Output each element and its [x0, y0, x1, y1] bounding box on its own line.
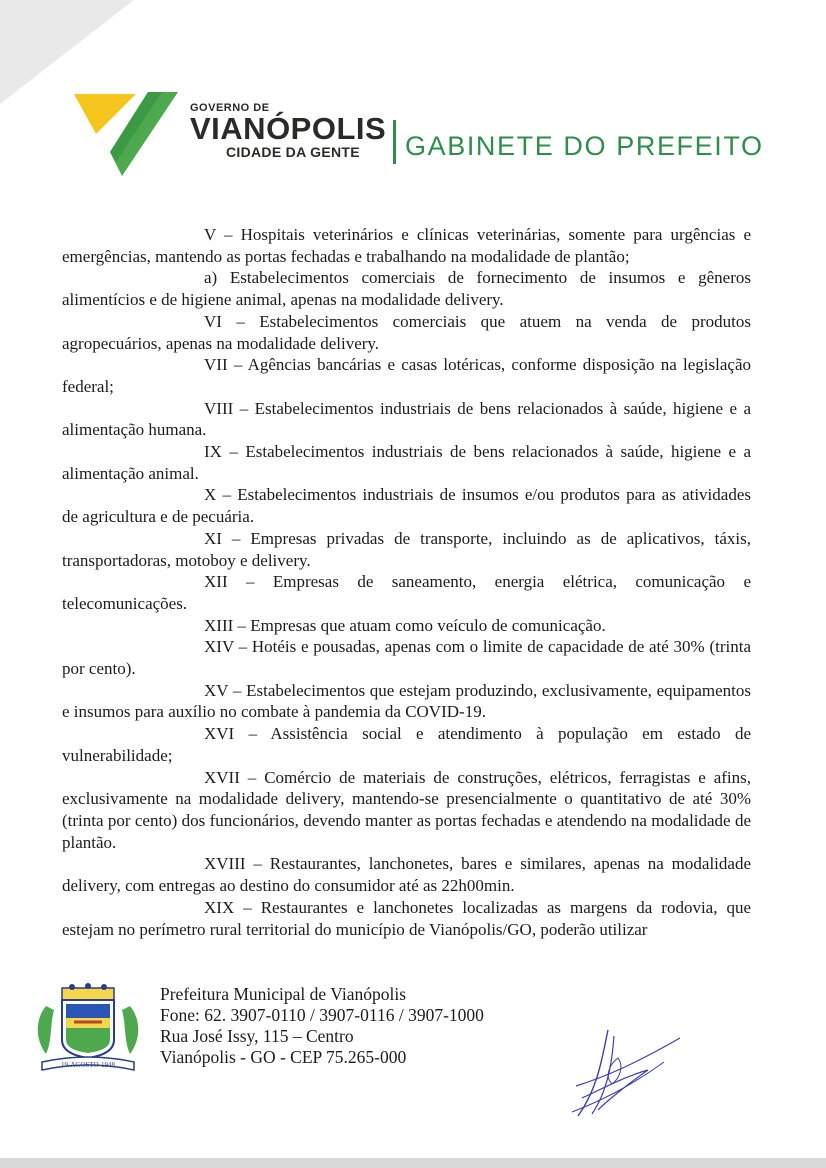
paragraph-item-xviii: XVIII – Restaurantes, lanchonetes, bares e similares, apenas na modalidade delivery, com entregas ao destino do consumidor até as 22h00min.	[62, 854, 751, 896]
header-divider	[393, 120, 396, 164]
office-title: GABINETE DO PREFEITO	[405, 131, 764, 161]
signature-icon	[568, 1018, 688, 1122]
paragraph-item-xiv: XIV – Hotéis e pousadas, apenas com o limite de capacidade de até 30% (trinta por cento).	[62, 637, 751, 679]
paragraph-item-xiii: XIII – Empresas que atuam como veículo de comunicação.	[204, 615, 606, 635]
vianopolis-logo-icon	[72, 88, 192, 178]
paragraph-item-vi: VI – Estabelecimentos comerciais que atuem na venda de produtos agropecuários, apenas na modalidade delivery.	[62, 311, 751, 353]
municipal-coat-of-arms-icon	[32, 982, 144, 1072]
document-body	[62, 224, 751, 940]
paragraph-item-xvi: XVI – Assistência social e atendimento à população em estado de vulnerabilidade;	[62, 724, 751, 765]
coat-banner-text: 19-AGOSTO-1948	[61, 1061, 115, 1069]
paragraph-item-xi: XI – Empresas privadas de transporte, incluindo as de aplicativos, táxis, transportadoras, motoboy e delivery.	[62, 528, 751, 570]
brand-tagline: CIDADE DA GENTE	[226, 144, 360, 160]
footer-city-cep: Vianópolis - GO - CEP 75.265-000	[160, 1047, 407, 1067]
footer-street: Rua José Issy, 115 – Centro	[160, 1026, 354, 1046]
footer-phone: Fone: 62. 3907-0110 / 3907-0116 / 3907-1000	[160, 1005, 484, 1025]
paragraph-item-vii: VII – Agências bancárias e casas lotéricas, conforme disposição na legislação federal;	[62, 355, 751, 396]
paragraph-item-v: V – Hospitais veterinários e clínicas veterinárias, somente para urgências e emergências, mantendo as portas fechadas e trabalhando na modalidade de plantão;	[62, 225, 751, 266]
paragraph-item-xv: XV – Estabelecimentos que estejam produzindo, exclusivamente, equipamentos e insumos para auxílio no combate à pandemia da COVID-19.	[62, 680, 751, 722]
footer-address	[160, 984, 484, 1068]
paragraph-item-xii: XII – Empresas de saneamento, energia elétrica, comunicação e telecomunicações.	[62, 572, 751, 613]
brand-city-name: VIANÓPOLIS	[190, 111, 387, 146]
paragraph-item-viii: VIII – Estabelecimentos industriais de bens relacionados à saúde, higiene e a alimentação humana.	[62, 398, 751, 440]
brand-gov-label: GOVERNO DE	[190, 102, 270, 114]
paragraph-item-xix: XIX – Restaurantes e lanchonetes localizadas as margens da rodovia, que estejam no perímetro rural territorial do município de Vianópolis/GO, poderão utilizar	[62, 897, 751, 939]
footer-institution: Prefeitura Municipal de Vianópolis	[160, 984, 406, 1004]
paragraph-item-xvii: XVII – Comércio de materiais de construções, elétricos, ferragistas e afins, exclusivamente na modalidade delivery, mantendo-se presencialmente o quantitativo de até 30% (trinta por cento) dos funcionários, devendo manter as portas fechadas e atendendo na modalidade de plantão.	[62, 767, 751, 852]
paragraph-item-x: X – Estabelecimentos industriais de insumos e/ou produtos para as atividades de agricultura e de pecuária.	[62, 485, 751, 527]
letterhead	[72, 84, 772, 180]
paragraph-item-a: a) Estabelecimentos comerciais de fornecimento de insumos e gêneros alimentícios e de higiene animal, apenas na modalidade delivery.	[62, 268, 751, 310]
page-bottom-edge	[0, 1158, 826, 1168]
paragraph-item-ix: IX – Estabelecimentos industriais de bens relacionados à saúde, higiene e a alimentação animal.	[62, 442, 751, 483]
brand-block	[190, 102, 390, 160]
